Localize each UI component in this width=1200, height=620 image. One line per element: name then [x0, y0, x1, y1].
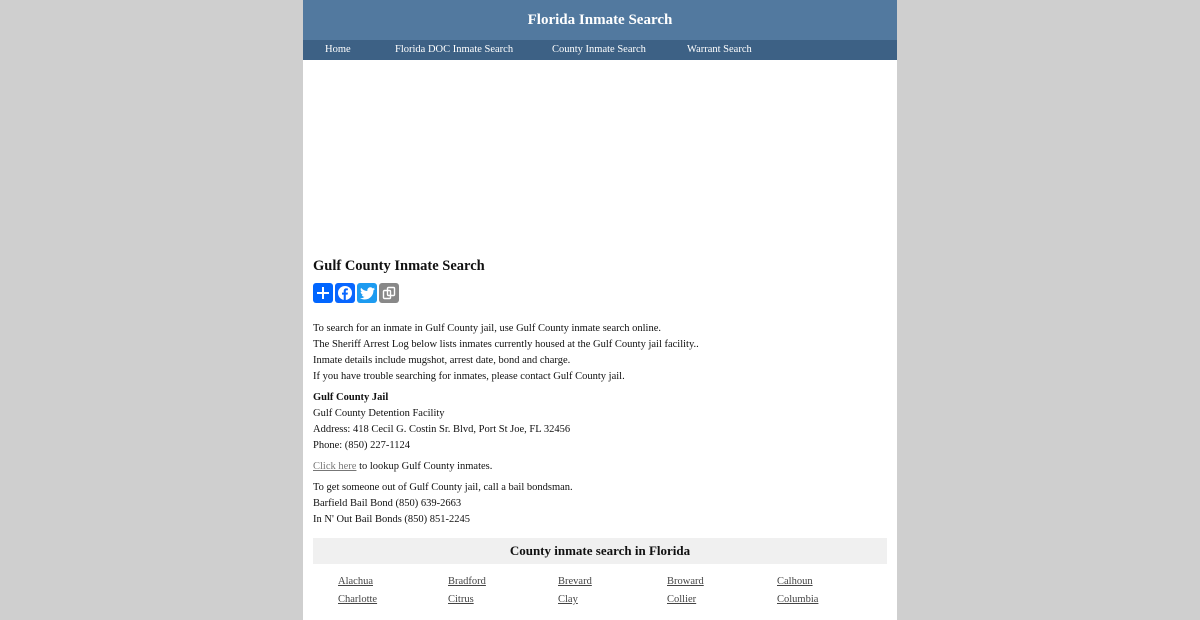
intro-line: Inmate details include mugshot, arrest date, bond and charge.: [313, 355, 571, 366]
add-icon[interactable]: [313, 283, 333, 303]
intro-line: The Sheriff Arrest Log below lists inmates currently housed at the Gulf County jail facility..: [313, 339, 699, 350]
intro-text: [313, 321, 887, 385]
nav-county-inmate-search[interactable]: County Inmate Search: [552, 44, 646, 55]
lookup-text: to lookup Gulf County inmates.: [356, 461, 493, 472]
copy-link-icon[interactable]: [379, 283, 399, 303]
share-buttons: [313, 283, 887, 303]
intro-line: If you have trouble searching for inmates, please contact Gulf County jail.: [313, 371, 625, 382]
jail-info: [313, 390, 887, 454]
county-link-columbia[interactable]: Columbia: [777, 594, 819, 605]
bail-info: [313, 480, 887, 528]
bail-line: In N' Out Bail Bonds (850) 851-2245: [313, 514, 471, 525]
facebook-icon[interactable]: [335, 283, 355, 303]
click-here-link[interactable]: Click here: [313, 461, 357, 472]
page-title: Gulf County Inmate Search: [313, 258, 485, 274]
twitter-icon[interactable]: [357, 283, 377, 303]
county-link-bradford[interactable]: Bradford: [448, 576, 486, 587]
site-title[interactable]: Florida Inmate Search: [527, 11, 673, 28]
bail-line: To get someone out of Gulf County jail, call a bail bondsman.: [313, 482, 573, 493]
jail-facility: Gulf County Detention Facility: [313, 408, 445, 419]
jail-phone: Phone: (850) 227-1124: [313, 440, 411, 451]
jail-address: Address: 418 Cecil G. Costin Sr. Blvd, Port St Joe, FL 32456: [313, 424, 571, 435]
county-link-alachua[interactable]: Alachua: [338, 576, 373, 587]
county-link-collier[interactable]: Collier: [667, 594, 697, 605]
site-header: [303, 0, 897, 40]
nav-florida-doc-inmate-search[interactable]: Florida DOC Inmate Search: [395, 44, 514, 55]
county-link-calhoun[interactable]: Calhoun: [777, 576, 813, 587]
county-link-citrus[interactable]: Citrus: [448, 594, 474, 605]
jail-heading: Gulf County Jail: [313, 392, 389, 403]
county-link-charlotte[interactable]: Charlotte: [338, 594, 378, 605]
county-link-brevard[interactable]: Brevard: [558, 576, 592, 587]
nav-warrant-search[interactable]: Warrant Search: [687, 44, 752, 55]
county-link-clay[interactable]: Clay: [558, 594, 578, 605]
county-link-broward[interactable]: Broward: [667, 576, 704, 587]
county-section-title: County inmate search in Florida: [509, 543, 691, 558]
nav-bar: [303, 40, 897, 60]
lookup-line: [313, 459, 887, 475]
page: [303, 0, 897, 620]
county-section-header: [313, 538, 887, 564]
intro-line: To search for an inmate in Gulf County jail, use Gulf County inmate search online.: [313, 323, 662, 334]
county-list: [313, 564, 887, 620]
main-content: [303, 255, 897, 620]
nav-home[interactable]: Home: [325, 44, 351, 55]
bail-line: Barfield Bail Bond (850) 639-2663: [313, 498, 462, 509]
ad-space: [303, 60, 897, 255]
